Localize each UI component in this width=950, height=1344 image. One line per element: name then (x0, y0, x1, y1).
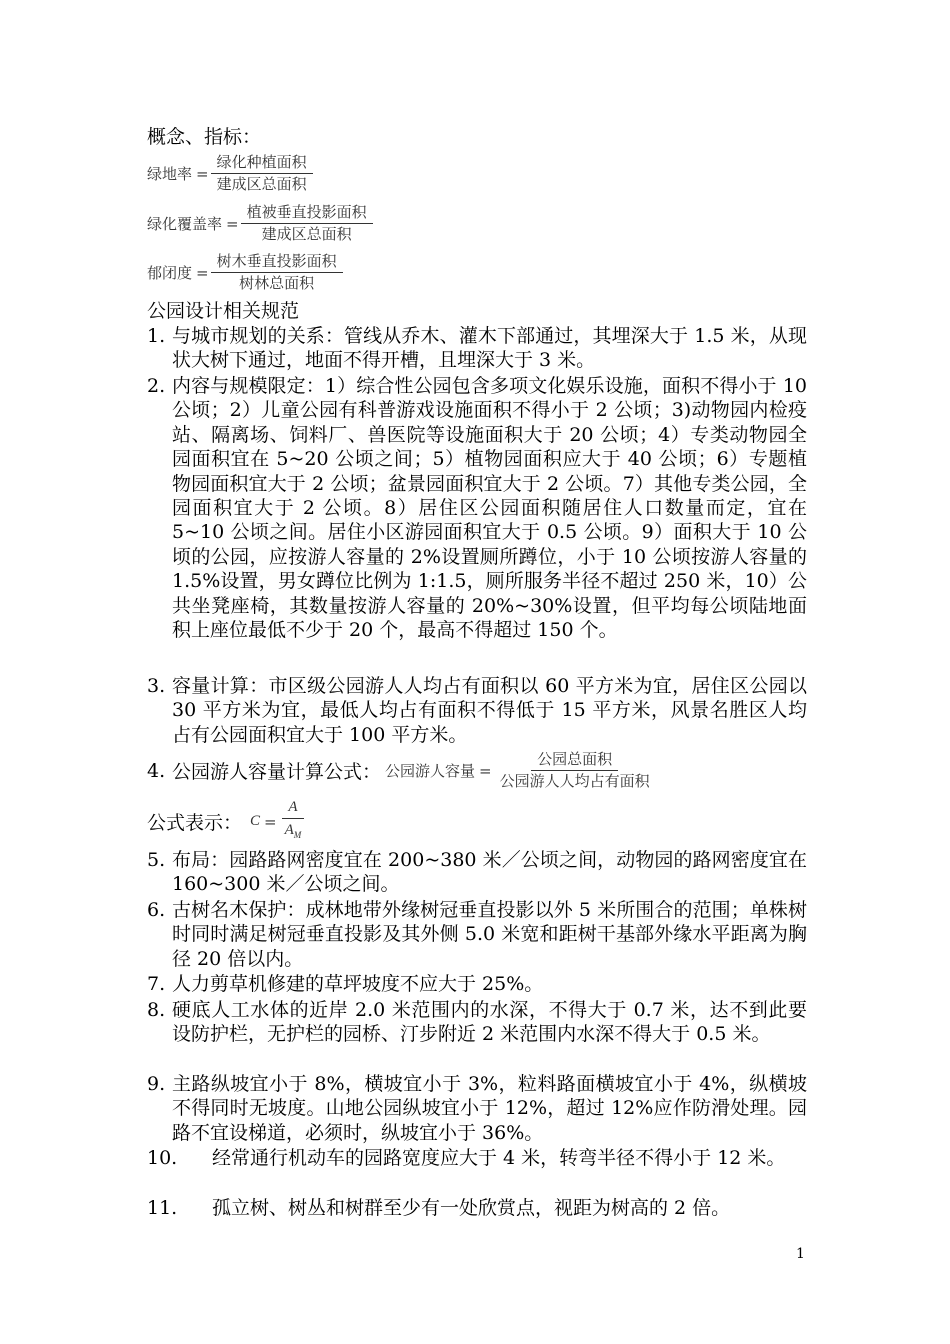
list-text: 人力剪草机修建的草坪坡度不应大于 25%。 (172, 973, 544, 995)
list-text: 主路纵坡宜小于 8%，横坡宜小于 3%，粒料路面横坡宜小于 4%，纵横坡不得同时无坡度。山地公园纵坡宜小于 12%，超过 12%应作防滑处理。园路不宜设梯道，必须时，纵坡宜小于 36%。 (172, 1073, 807, 1144)
formula-fraction (211, 252, 343, 293)
formula-equals: = (196, 263, 209, 282)
green-coverage-formula (147, 203, 373, 244)
list-text: 古树名木保护：成林地带外缘树冠垂直投影以外 5 米所围合的范围；单株树时同时满足树冠垂直投影及其外侧 5.0 米宽和距树干基部外缘水平距离为胸径 20 倍以内。 (172, 899, 807, 970)
concepts-heading: 概念、指标： (147, 126, 262, 148)
list-number: 3. (147, 675, 166, 697)
list-text: 内容与规模限定：1）综合性公园包含多项文化娱乐设施，面积不得小于 10 公顷；2）儿童公园有科普游戏设施面积不得小于 2 公顷；3)动物园内检疫站、隔离场、饲料厂、兽医院等设施面积大于 20 公顷；4）专类动物园全园面积宜在 5~20 公顷之间；5）植物园面积应大于 40 公顷；6）专题植物园面积宜大于 2 公顷；盆景园面积宜大于 2 公顷。7）其他专类公园，全园面积宜大于 2 公顷。8）居住区公园面积随居住人口数量而定，宜在 5~10 公顷之间。居住小区游园面积宜大于 0.5 公顷。9）面积大于 10 公顷的公园，应按游人容量的 2%设置厕所蹲位，小于 10 公顷按游人容量的 1.5%设置，男女蹲位比例为 1:1.5，厕所服务半径不超过 250 米，10）公共坐凳座椅，其数量按游人容量的 20%~30%设置，但平均每公顷陆地面积上座位最低不少于 20 个，最高不得超过 150 个。 (172, 375, 807, 642)
list-number: 1. (147, 325, 166, 347)
page-number: 1 (796, 1246, 805, 1262)
capacity-symbol-formula (250, 798, 307, 845)
list-item (147, 674, 807, 747)
list-text: 容量计算：市区级公园游人人均占有面积以 60 平方米为宜，居住区公园以 30 平方米为宜，最低人均占有面积不得低于 15 平方米，风景名胜区人均占有公园面积宜大于 100 平方米。 (172, 675, 807, 746)
formula-subscript: M (293, 830, 302, 840)
list-number: 7. (147, 973, 166, 995)
formula-lhs: 绿地率 (147, 165, 193, 183)
list-text: 孤立树、树丛和树群至少有一处欣赏点，视距为树高的 2 倍。 (212, 1197, 731, 1219)
formula-numerator: 植被垂直投影面积 (241, 203, 373, 224)
list-text: 布局：园路路网密度宜在 200~380 米／公顷之间，动物园的路网密度宜在 160~300 米／公顷之间。 (172, 849, 807, 896)
list-item (147, 1072, 807, 1145)
list-number: 6. (147, 899, 166, 921)
park-design-heading: 公园设计相关规范 (147, 300, 300, 322)
formula-denominator-symbol: A (284, 822, 294, 838)
formula-expression-label: 公式表示： (147, 812, 243, 834)
formula-fraction (279, 798, 308, 845)
formula-lhs: 郁闭度 (147, 264, 193, 282)
formula-denominator: 公园游人人均占有面积 (499, 772, 650, 790)
list-item (147, 972, 807, 996)
list-text: 与城市规划的关系：管线从乔木、灌木下部通过，其埋深大于 1.5 米，从现状大树下通过，地面不得开槽，且埋深大于 3 米。 (172, 325, 807, 372)
formula-lhs: 绿化覆盖率 (147, 215, 223, 233)
formula-numerator: 绿化种植面积 (211, 153, 313, 174)
formula-expression-row (147, 798, 307, 845)
list-number: 8. (147, 999, 166, 1021)
list-number: 11. (147, 1197, 178, 1219)
formula-lhs: C (250, 813, 261, 829)
list-number: 9. (147, 1073, 166, 1095)
formula-denominator (279, 819, 308, 845)
formula-fraction (494, 750, 656, 791)
list-number: 10. (147, 1147, 178, 1169)
green-ratio-formula (147, 153, 313, 194)
list-item-formula (147, 750, 656, 791)
formula-equals: = (226, 214, 239, 233)
visitor-capacity-formula (385, 750, 656, 791)
formula-denominator: 建成区总面积 (261, 225, 352, 243)
formula-numerator: 树木垂直投影面积 (211, 252, 343, 273)
list-number: 2. (147, 375, 166, 397)
list-text: 硬底人工水体的近岸 2.0 米范围内的水深，不得大于 0.7 米，达不到此要设防护栏，无护栏的园桥、汀步附近 2 米范围内水深不得大于 0.5 米。 (172, 999, 807, 1046)
list-text: 经常通行机动车的园路宽度应大于 4 米，转弯半径不得小于 12 米。 (212, 1147, 786, 1169)
list-item (147, 848, 807, 897)
list-item (147, 898, 807, 971)
list-item (147, 1146, 807, 1170)
formula-equals: = (264, 812, 277, 831)
formula-numerator: A (282, 798, 303, 819)
formula-equals: = (196, 164, 209, 183)
list-number: 5. (147, 849, 166, 871)
list-number: 4. (147, 759, 166, 782)
list-item (147, 998, 807, 1047)
formula-denominator: 树林总面积 (239, 274, 315, 292)
formula-denominator: 建成区总面积 (216, 175, 307, 193)
list-item (147, 1196, 807, 1220)
list-item (147, 374, 807, 642)
list-text: 公园游人容量计算公式： (172, 761, 382, 783)
formula-equals: = (479, 761, 492, 780)
list-item (147, 324, 807, 373)
formula-fraction (241, 203, 373, 244)
formula-lhs: 公园游人容量 (385, 762, 476, 780)
canopy-density-formula (147, 252, 343, 293)
formula-fraction (211, 153, 313, 194)
formula-numerator: 公园总面积 (531, 750, 618, 771)
